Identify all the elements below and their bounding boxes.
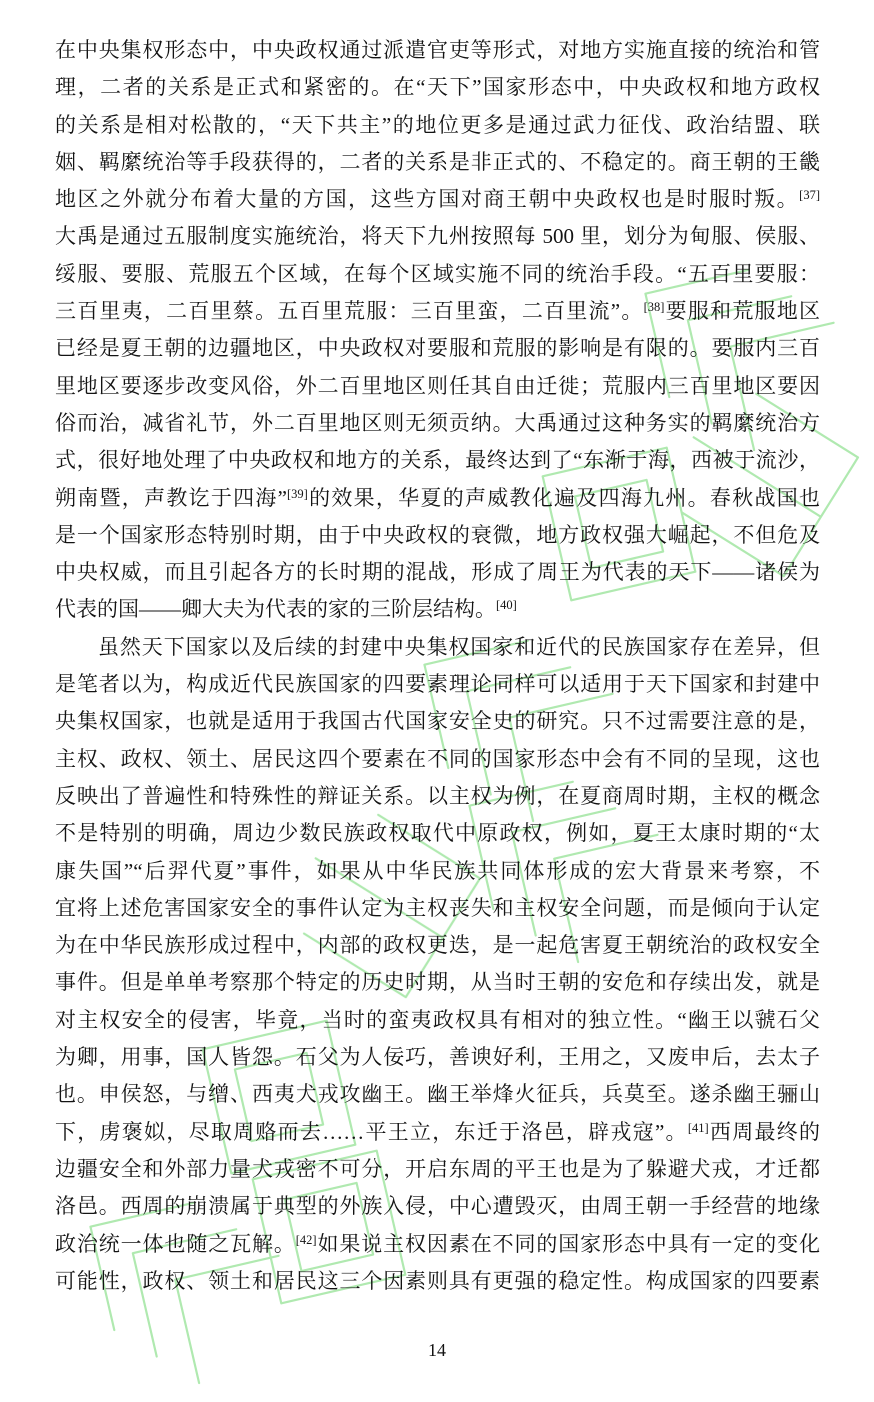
text-line: [55, 1039, 820, 1076]
text-line: [55, 666, 820, 703]
text-line: [55, 964, 820, 1001]
text-run: 政治统一体也随之瓦解。: [55, 1231, 296, 1256]
text-run: 为卿，用事，国人皆怨。石父为人佞巧，善谀好利，王用之，又废申后，去太子: [55, 1045, 820, 1070]
text-run: 要服和荒服地区: [664, 299, 821, 324]
text-run: 主权、政权、领土、居民这四个要素在不同的国家形态中会有不同的呈现，这也: [55, 746, 820, 771]
text-line: [55, 1002, 820, 1039]
text-run: 是一个国家形态特别时期，由于中央政权的衰微，地方政权强大崛起，不但危及: [55, 522, 820, 547]
text-run: 理，二者的关系是正式和紧密的。在“天下”国家形态中，中央政权和地方政权: [55, 75, 820, 100]
text-run: 已经是夏王朝的边疆地区，中央政权对要服和荒服的影响是有限的。要服内三百: [55, 336, 820, 361]
text-run: 地区之外就分布着大量的方国，这些方国对商王朝中央政权也是时服时叛。: [55, 187, 800, 212]
footnote-ref: [41]: [687, 1120, 709, 1135]
text-line: [55, 815, 820, 852]
text-line: [55, 554, 820, 591]
text-run: 里地区要逐步改变风俗，外二百里地区则任其自由迁徙；荒服内三百里地区要因: [55, 373, 820, 398]
text-line: [55, 629, 820, 666]
text-line: [55, 517, 820, 554]
text-run: 俗而治，减省礼节，外二百里地区则无须贡纳。大禹通过这种务实的羁縻统治方: [55, 410, 820, 435]
text-run: 代表的国——卿大夫为代表的家的三阶层结构。: [55, 597, 496, 622]
footnote-ref: [37]: [799, 188, 820, 203]
text-run: 可能性，政权、领土和居民这三个因素则具有更强的稳定性。构成国家的四要素: [55, 1268, 820, 1293]
text-line: [55, 853, 820, 890]
text-run: 不是特别的明确，周边少数民族政权取代中原政权，例如，夏王太康时期的“太: [55, 821, 820, 846]
text-run: 洛邑。西周的崩溃属于典型的外族入侵，中心遭毁灭，由周王朝一手经营的地缘: [55, 1194, 820, 1219]
footnote-ref: [39]: [287, 486, 308, 501]
text-line: [55, 1188, 820, 1225]
text-line: [55, 927, 820, 964]
text-run: 在中央集权形态中，中央政权通过派遣官吏等形式，对地方实施直接的统治和管: [55, 38, 820, 62]
text-run: 姻、羁縻统治等手段获得的，二者的关系是非正式的、不稳定的。商王朝的王畿: [55, 149, 820, 174]
footnote-ref: [38]: [643, 300, 665, 315]
text-run: 的效果，华夏的声威教化遍及四海九州。春秋战国也: [307, 485, 820, 510]
text-line: [55, 256, 820, 293]
text-run: 宜将上述危害国家安全的事件认定为主权丧失和主权安全问题，而是倾向于认定: [55, 895, 820, 920]
text-line: [55, 107, 820, 144]
text-line: [55, 368, 820, 405]
text-line: [55, 181, 820, 218]
text-run: 是笔者以为，构成近代民族国家的四要素理论同样可以适用于天下国家和封建中: [55, 672, 820, 697]
text-run: 大禹是通过五服制度实施统治，将天下九州按照每 500 里，划分为甸服、侯服、: [55, 224, 820, 249]
text-run: 下，虏褒姒，尽取周赂而去……平王立，东迁于洛邑，辟戎寇”。: [55, 1119, 688, 1144]
text-line: [55, 890, 820, 927]
text-line: [55, 1076, 820, 1113]
text-line: [55, 1151, 820, 1188]
page-number: 14: [428, 1340, 446, 1360]
text-run: 朔南暨，声教讫于四海”: [55, 485, 287, 510]
text-run: 康失国”“后羿代夏”事件，如果从中华民族共同体形成的宏大背景来考察，不: [55, 858, 820, 883]
text-run: 西周最终的: [708, 1119, 820, 1144]
text-line: [55, 703, 820, 740]
text-line: [55, 442, 820, 479]
text-run: 也。申侯怒，与缯、西夷犬戎攻幽王。幽王举烽火征兵，兵莫至。遂杀幽王骊山: [55, 1082, 820, 1107]
text-run: 的关系是相对松散的，“天下共主”的地位更多是通过武力征伐、政治结盟、联: [55, 112, 820, 137]
text-run: 为在中华民族形成过程中，内部的政权更迭，是一起危害夏王朝统治的政权安全: [55, 933, 820, 958]
text-line: [55, 144, 820, 181]
text-line: [55, 778, 820, 815]
text-line: [55, 330, 820, 367]
text-run: 虽然天下国家以及后续的封建中央集权国家和近代的民族国家存在差异，但: [98, 634, 820, 659]
footnote-ref: [42]: [295, 1232, 317, 1247]
text-run: 事件。但是单单考察那个特定的历史时期，从当时王朝的安危和存续出发，就是: [55, 970, 820, 995]
text-line: [55, 480, 820, 517]
text-run: 对主权安全的侵害，毕竟，当时的蛮夷政权具有相对的独立性。“幽王以虢石父: [55, 1007, 820, 1032]
footnote-ref: [40]: [496, 598, 517, 613]
text-line: [55, 293, 820, 330]
text-run: 如果说主权因素在不同的国家形态中具有一定的变化: [316, 1231, 821, 1256]
text-run: 央集权国家，也就是适用于我国古代国家安全史的研究。只不过需要注意的是，: [55, 709, 820, 734]
text-line: [55, 405, 820, 442]
text-run: 绥服、要服、荒服五个区域，在每个区域实施不同的统治手段。“五百里要服：: [55, 261, 820, 286]
text-line: [55, 591, 820, 628]
text-line: [55, 1226, 820, 1263]
text-run: 中央权威，而且引起各方的长时期的混战，形成了周王为代表的天下——诸侯为: [55, 560, 820, 585]
text-line: [55, 32, 820, 69]
text-run: 边疆安全和外部力量犬戎密不可分，开启东周的平王也是为了躲避犬戎，才迁都: [55, 1156, 820, 1181]
text-line: [55, 218, 820, 255]
text-run: 式，很好地处理了中央政权和地方的关系，最终达到了“东渐于海，西被于流沙，: [55, 448, 820, 473]
text-line: [55, 1114, 820, 1151]
text-run: 反映出了普遍性和特殊性的辩证关系。以主权为例，在夏商周时期，主权的概念: [55, 783, 820, 808]
text-line: [55, 69, 820, 106]
text-run: 三百里夷，二百里蔡。五百里荒服：三百里蛮，二百里流”。: [55, 299, 644, 324]
text-block: [55, 32, 820, 1300]
text-line: [55, 741, 820, 778]
text-line: [55, 1263, 820, 1300]
